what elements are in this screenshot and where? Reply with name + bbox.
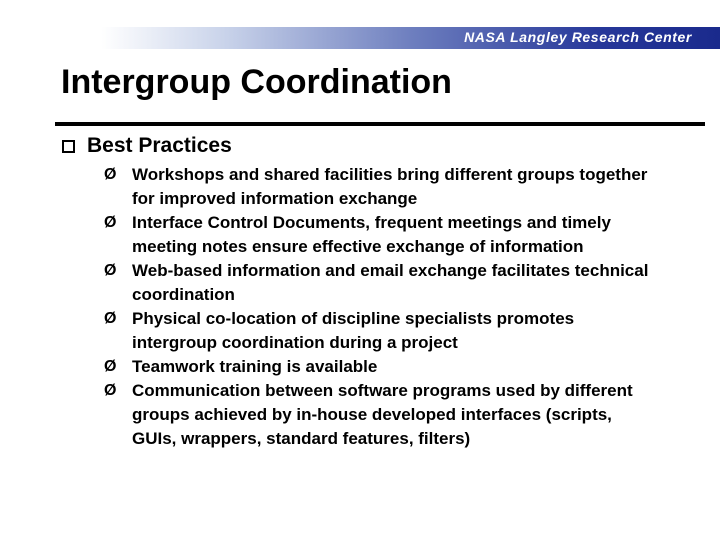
slide-title: Intergroup Coordination: [61, 63, 452, 101]
list-item: [104, 163, 660, 211]
square-bullet-icon: [62, 140, 75, 153]
best-practices-section: [60, 133, 700, 448]
arrow-bullet-icon: Ø: [104, 214, 117, 231]
list-item-text: Interface Control Documents, frequent meetings and timely meeting notes ensure effective exchange of information: [132, 213, 611, 256]
list-item: [104, 307, 660, 355]
list-item-text: Teamwork training is available: [132, 357, 378, 376]
arrow-bullet-icon: Ø: [104, 382, 117, 399]
section-label: Best Practices: [87, 134, 232, 157]
arrow-bullet-icon: Ø: [104, 310, 117, 327]
list-item-text: Web-based information and email exchange facilitates technical coordination: [132, 261, 649, 304]
list-item-text: Communication between software programs used by different groups achieved by in-house developed interfaces (scripts, GUIs, wrappers, standard features, filters): [132, 381, 633, 448]
list-item: [104, 379, 660, 451]
practices-list: [104, 163, 660, 451]
arrow-bullet-icon: Ø: [104, 262, 117, 279]
organization-name: NASA Langley Research Center: [464, 29, 692, 45]
list-item-text: Physical co-location of discipline specialists promotes intergroup coordination during a project: [132, 309, 575, 352]
arrow-bullet-icon: Ø: [104, 166, 117, 183]
header-banner: [101, 27, 720, 49]
section-heading: [60, 133, 700, 159]
arrow-bullet-icon: Ø: [104, 358, 117, 375]
list-item: [104, 259, 660, 307]
list-item-text: Workshops and shared facilities bring different groups together for improved information exchange: [132, 165, 648, 208]
title-divider: [55, 122, 705, 126]
list-item: [104, 355, 660, 379]
list-item: [104, 211, 660, 259]
